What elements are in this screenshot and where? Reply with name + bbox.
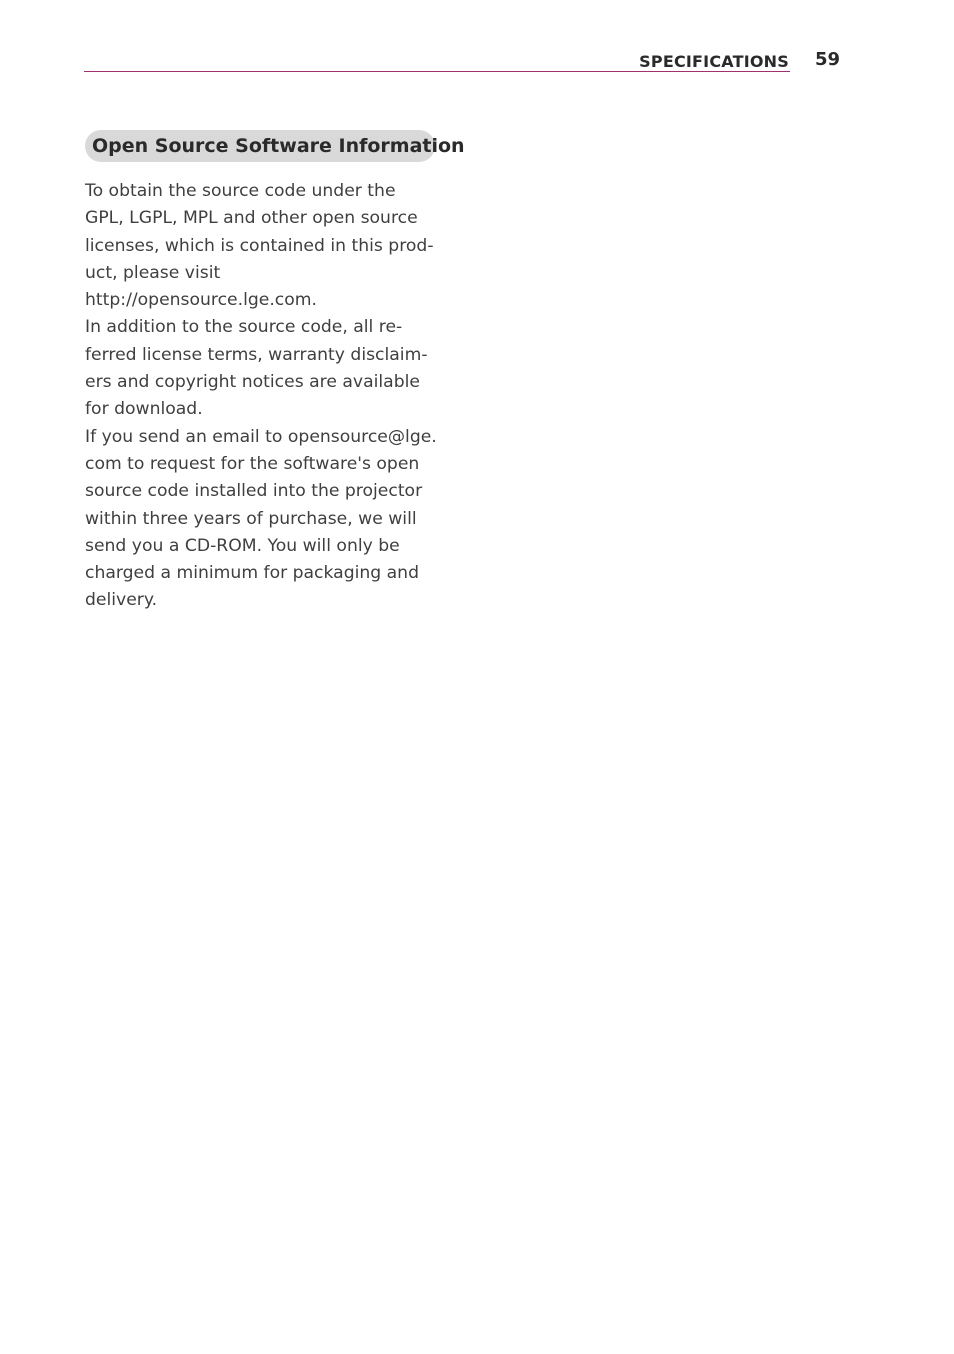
header-section-title: SPECIFICATIONS (639, 52, 789, 71)
body-line: within three years of purchase, we will (85, 508, 417, 529)
body-line: ers and copyright notices are available (85, 372, 420, 393)
body-line: To obtain the source code under the (85, 181, 396, 201)
body-line: ferred license terms, warranty disclaim- (85, 344, 428, 365)
body-line-url: http://opensource.lge.com. (85, 290, 317, 311)
section-title: Open Source Software Information (85, 130, 435, 162)
body-line: uct, please visit (85, 262, 221, 283)
body-line: delivery. (85, 590, 158, 611)
body-line: charged a minimum for packaging and (85, 563, 419, 584)
body-line-email: If you send an email to opensource@lge. (85, 426, 437, 447)
body-line: In addition to the source code, all re- (85, 317, 403, 338)
body-line: for download. (85, 399, 203, 420)
body-line: source code installed into the projector (85, 481, 423, 502)
body-text (85, 178, 437, 615)
body-line: GPL, LGPL, MPL and other open source (85, 208, 418, 229)
body-line: licenses, which is contained in this prod- (85, 235, 434, 256)
page-number: 59 (815, 49, 841, 70)
body-line: send you a CD-ROM. You will only be (85, 535, 400, 556)
body-line: com to request for the software's open (85, 453, 420, 474)
